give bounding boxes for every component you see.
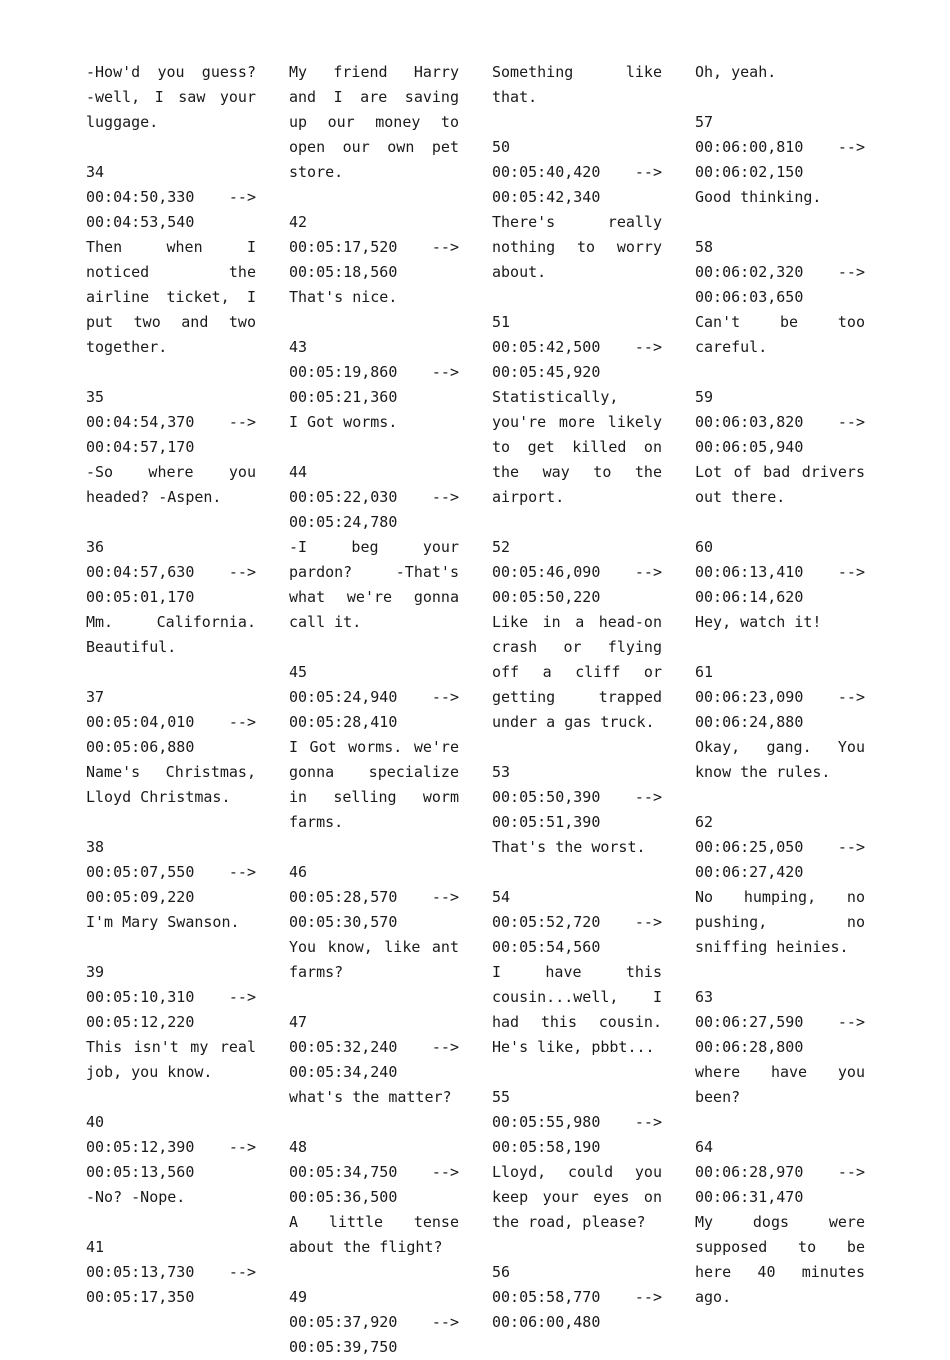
subtitle-entry (492, 1085, 662, 1235)
subtitle-entry (492, 310, 662, 510)
timestamp-start: 00:06:25,050 (695, 838, 804, 856)
timestamp-arrow: --> (228, 1138, 256, 1156)
subtitle-text: I Got worms. we're gonna specialize in selling worm farms. (289, 738, 459, 831)
timestamp-start: 00:05:28,570 (289, 888, 398, 906)
subtitle-text: This isn't my real job, you know. (86, 1038, 256, 1081)
timestamp-start: 00:06:02,320 (695, 263, 804, 281)
subtitle-entry (86, 1110, 256, 1210)
timestamp-end: 00:05:34,240 (289, 1063, 398, 1081)
timestamp-arrow: --> (634, 1113, 662, 1131)
subtitle-entry (86, 385, 256, 510)
timestamp-start-row (695, 260, 865, 285)
subtitle-entry (86, 535, 256, 660)
timestamp-end: 00:05:24,780 (289, 513, 398, 531)
timestamp-end: 00:05:21,360 (289, 388, 398, 406)
entry-number: 55 (492, 1088, 511, 1106)
timestamp-end: 00:04:53,540 (86, 213, 195, 231)
subtitle-entry (492, 135, 662, 285)
timestamp-arrow: --> (228, 188, 256, 206)
subtitle-continuation (492, 60, 662, 110)
timestamp-start-row (86, 560, 256, 585)
timestamp-end: 00:05:39,750 (289, 1338, 398, 1356)
subtitle-entry (695, 1135, 865, 1310)
timestamp-start-row (695, 685, 865, 710)
entry-number: 62 (695, 813, 714, 831)
timestamp-start: 00:05:04,010 (86, 713, 195, 731)
subtitle-text: Good thinking. (695, 188, 822, 206)
entry-number: 52 (492, 538, 511, 556)
subtitle-text: My friend Harry and I are saving up our money to open our own pet store. (289, 63, 459, 181)
timestamp-start-row (492, 1285, 662, 1310)
timestamp-start: 00:06:23,090 (695, 688, 804, 706)
timestamp-arrow: --> (634, 163, 662, 181)
subtitle-continuation (86, 60, 256, 135)
entry-number: 47 (289, 1013, 308, 1031)
entry-number: 54 (492, 888, 511, 906)
timestamp-start-row (492, 785, 662, 810)
timestamp-arrow: --> (228, 988, 256, 1006)
timestamp-arrow: --> (634, 563, 662, 581)
timestamp-end: 00:06:27,420 (695, 863, 804, 881)
subtitle-text: My dogs were supposed to be here 40 minutes ago. (695, 1213, 865, 1306)
subtitle-text: Statistically, you're more likely to get killed on the way to the airport. (492, 388, 662, 506)
entry-number: 40 (86, 1113, 105, 1131)
subtitle-entry (289, 460, 459, 635)
timestamp-start: 00:06:03,820 (695, 413, 804, 431)
subtitle-text: Like in a head-on crash or flying off a cliff or getting trapped under a gas truck. (492, 613, 662, 731)
timestamp-start-row (86, 185, 256, 210)
subtitle-entry (289, 660, 459, 835)
timestamp-end: 00:06:05,940 (695, 438, 804, 456)
timestamp-start: 00:05:12,390 (86, 1138, 195, 1156)
timestamp-arrow: --> (837, 1163, 865, 1181)
timestamp-start-row (289, 1160, 459, 1185)
timestamp-end: 00:06:31,470 (695, 1188, 804, 1206)
subtitle-entry (86, 160, 256, 360)
entry-number: 58 (695, 238, 714, 256)
subtitle-entry (695, 660, 865, 785)
timestamp-start: 00:05:34,750 (289, 1163, 398, 1181)
timestamp-arrow: --> (634, 338, 662, 356)
timestamp-end: 00:06:03,650 (695, 288, 804, 306)
entry-number: 56 (492, 1263, 511, 1281)
column (492, 60, 662, 1331)
timestamp-start-row (289, 485, 459, 510)
subtitle-text: Okay, gang. You know the rules. (695, 738, 865, 781)
timestamp-start-row (492, 560, 662, 585)
entry-number: 41 (86, 1238, 105, 1256)
entry-number: 63 (695, 988, 714, 1006)
timestamp-end: 00:05:51,390 (492, 813, 601, 831)
subtitle-entry (289, 1010, 459, 1110)
subtitle-entry (695, 235, 865, 360)
timestamp-arrow: --> (837, 138, 865, 156)
timestamp-arrow: --> (837, 688, 865, 706)
subtitle-text: -No? -Nope. (86, 1188, 186, 1206)
column (86, 60, 256, 1306)
timestamp-start-row (289, 1310, 459, 1335)
subtitle-text: -So where you headed? -Aspen. (86, 463, 256, 506)
subtitle-entry (492, 760, 662, 860)
timestamp-arrow: --> (431, 488, 459, 506)
subtitle-entry (695, 535, 865, 635)
timestamp-start-row (86, 1135, 256, 1160)
timestamp-start-row (86, 410, 256, 435)
timestamp-start-row (289, 360, 459, 385)
timestamp-end: 00:05:28,410 (289, 713, 398, 731)
timestamp-arrow: --> (837, 1013, 865, 1031)
timestamp-end: 00:05:58,190 (492, 1138, 601, 1156)
entry-number: 57 (695, 113, 714, 131)
timestamp-start: 00:05:22,030 (289, 488, 398, 506)
timestamp-arrow: --> (431, 888, 459, 906)
timestamp-end: 00:05:17,350 (86, 1288, 195, 1306)
subtitle-entry (492, 535, 662, 735)
timestamp-start: 00:05:19,860 (289, 363, 398, 381)
subtitle-entry (695, 110, 865, 210)
timestamp-start: 00:05:13,730 (86, 1263, 195, 1281)
entry-number: 43 (289, 338, 308, 356)
subtitle-text: Then when I noticed the airline ticket, I put two and two together. (86, 238, 256, 356)
subtitle-text: I have this cousin...well, I had this cousin. He's like, pbbt... (492, 963, 662, 1056)
timestamp-start: 00:05:42,500 (492, 338, 601, 356)
timestamp-start-row (695, 835, 865, 860)
subtitle-text: Mm. California. Beautiful. (86, 613, 256, 656)
timestamp-start: 00:06:13,410 (695, 563, 804, 581)
timestamp-start-row (86, 860, 256, 885)
timestamp-end: 00:06:24,880 (695, 713, 804, 731)
subtitle-text: I'm Mary Swanson. (86, 913, 240, 931)
timestamp-end: 00:05:36,500 (289, 1188, 398, 1206)
subtitle-text: That's the worst. (492, 838, 646, 856)
timestamp-arrow: --> (634, 913, 662, 931)
timestamp-arrow: --> (431, 1163, 459, 1181)
entry-number: 34 (86, 163, 105, 181)
entry-number: 46 (289, 863, 308, 881)
timestamp-start: 00:05:37,920 (289, 1313, 398, 1331)
timestamp-end: 00:05:13,560 (86, 1163, 195, 1181)
timestamp-arrow: --> (837, 263, 865, 281)
timestamp-arrow: --> (431, 688, 459, 706)
entry-number: 36 (86, 538, 105, 556)
timestamp-arrow: --> (431, 1038, 459, 1056)
timestamp-start: 00:04:57,630 (86, 563, 195, 581)
subtitle-text: Lloyd, could you keep your eyes on the road, please? (492, 1163, 662, 1231)
subtitle-entry (289, 210, 459, 310)
entry-number: 53 (492, 763, 511, 781)
entry-number: 60 (695, 538, 714, 556)
timestamp-start: 00:05:58,770 (492, 1288, 601, 1306)
subtitle-entry (86, 685, 256, 810)
timestamp-arrow: --> (228, 563, 256, 581)
timestamp-start-row (695, 560, 865, 585)
timestamp-start: 00:04:54,370 (86, 413, 195, 431)
timestamp-start-row (289, 685, 459, 710)
timestamp-start: 00:05:40,420 (492, 163, 601, 181)
column (289, 60, 459, 1356)
timestamp-arrow: --> (228, 713, 256, 731)
subtitle-text: That's nice. (289, 288, 398, 306)
subtitle-text: A little tense about the flight? (289, 1213, 459, 1256)
subtitle-text: I Got worms. (289, 413, 398, 431)
timestamp-end: 00:04:57,170 (86, 438, 195, 456)
timestamp-start-row (695, 1010, 865, 1035)
entry-number: 45 (289, 663, 308, 681)
timestamp-arrow: --> (431, 363, 459, 381)
subtitle-text: You know, like ant farms? (289, 938, 459, 981)
timestamp-start: 00:06:27,590 (695, 1013, 804, 1031)
subtitle-text: what's the matter? (289, 1088, 452, 1106)
timestamp-start-row (695, 1160, 865, 1185)
subtitle-text: where have you been? (695, 1063, 865, 1106)
entry-number: 44 (289, 463, 308, 481)
subtitle-entry (492, 1260, 662, 1335)
timestamp-start-row (86, 985, 256, 1010)
subtitle-text: No humping, no pushing, no sniffing heinies. (695, 888, 865, 956)
subtitle-entry (492, 885, 662, 1060)
subtitle-entry (289, 1285, 459, 1360)
timestamp-end: 00:05:18,560 (289, 263, 398, 281)
entry-number: 39 (86, 963, 105, 981)
timestamp-start: 00:05:50,390 (492, 788, 601, 806)
entry-number: 51 (492, 313, 511, 331)
subtitle-entry (86, 1235, 256, 1310)
entry-number: 59 (695, 388, 714, 406)
subtitle-page (86, 60, 866, 1356)
subtitle-text: Can't be too careful. (695, 313, 865, 356)
subtitle-text: Something like that. (492, 63, 662, 106)
timestamp-end: 00:06:28,800 (695, 1038, 804, 1056)
timestamp-start: 00:06:28,970 (695, 1163, 804, 1181)
timestamp-end: 00:05:30,570 (289, 913, 398, 931)
subtitle-text: Oh, yeah. (695, 63, 777, 81)
entry-number: 48 (289, 1138, 308, 1156)
timestamp-start: 00:06:00,810 (695, 138, 804, 156)
entry-number: 49 (289, 1288, 308, 1306)
subtitle-text: -How'd you guess? -well, I saw your luggage. (86, 63, 256, 131)
entry-number: 37 (86, 688, 105, 706)
timestamp-start-row (492, 1110, 662, 1135)
timestamp-start-row (695, 410, 865, 435)
timestamp-end: 00:05:06,880 (86, 738, 195, 756)
timestamp-arrow: --> (837, 413, 865, 431)
timestamp-end: 00:06:14,620 (695, 588, 804, 606)
timestamp-start-row (695, 135, 865, 160)
subtitle-continuation (695, 60, 865, 85)
timestamp-start: 00:05:46,090 (492, 563, 601, 581)
subtitle-continuation (289, 60, 459, 185)
timestamp-start-row (289, 1035, 459, 1060)
timestamp-arrow: --> (431, 238, 459, 256)
timestamp-start: 00:05:55,980 (492, 1113, 601, 1131)
timestamp-end: 00:05:12,220 (86, 1013, 195, 1031)
timestamp-end: 00:05:45,920 (492, 363, 601, 381)
entry-number: 61 (695, 663, 714, 681)
timestamp-start: 00:05:10,310 (86, 988, 195, 1006)
timestamp-start-row (289, 235, 459, 260)
timestamp-start-row (289, 885, 459, 910)
subtitle-text: -I beg your pardon? -That's what we're gonna call it. (289, 538, 459, 631)
timestamp-end: 00:05:01,170 (86, 588, 195, 606)
timestamp-start: 00:05:32,240 (289, 1038, 398, 1056)
timestamp-arrow: --> (228, 413, 256, 431)
timestamp-start-row (492, 335, 662, 360)
entry-number: 50 (492, 138, 511, 156)
column (695, 60, 865, 1306)
timestamp-arrow: --> (634, 788, 662, 806)
subtitle-text: Lot of bad drivers out there. (695, 463, 865, 506)
timestamp-start-row (492, 160, 662, 185)
timestamp-start-row (86, 1260, 256, 1285)
timestamp-end: 00:05:54,560 (492, 938, 601, 956)
timestamp-arrow: --> (837, 838, 865, 856)
entry-number: 42 (289, 213, 308, 231)
entry-number: 38 (86, 838, 105, 856)
timestamp-end: 00:05:50,220 (492, 588, 601, 606)
timestamp-start: 00:05:24,940 (289, 688, 398, 706)
timestamp-start: 00:04:50,330 (86, 188, 195, 206)
subtitle-entry (695, 385, 865, 510)
entry-number: 64 (695, 1138, 714, 1156)
timestamp-arrow: --> (837, 563, 865, 581)
timestamp-start: 00:05:17,520 (289, 238, 398, 256)
subtitle-text: Name's Christmas, Lloyd Christmas. (86, 763, 256, 806)
subtitle-text: Hey, watch it! (695, 613, 822, 631)
subtitle-entry (695, 810, 865, 960)
timestamp-start-row (86, 710, 256, 735)
timestamp-arrow: --> (228, 1263, 256, 1281)
subtitle-entry (289, 335, 459, 435)
subtitle-entry (86, 835, 256, 935)
subtitle-entry (289, 1135, 459, 1260)
timestamp-end: 00:06:02,150 (695, 163, 804, 181)
timestamp-arrow: --> (634, 1288, 662, 1306)
timestamp-arrow: --> (431, 1313, 459, 1331)
timestamp-start: 00:05:52,720 (492, 913, 601, 931)
timestamp-end: 00:05:09,220 (86, 888, 195, 906)
timestamp-arrow: --> (228, 863, 256, 881)
timestamp-end: 00:06:00,480 (492, 1313, 601, 1331)
timestamp-start-row (492, 910, 662, 935)
subtitle-entry (86, 960, 256, 1085)
entry-number: 35 (86, 388, 105, 406)
timestamp-end: 00:05:42,340 (492, 188, 601, 206)
subtitle-entry (695, 985, 865, 1110)
timestamp-start: 00:05:07,550 (86, 863, 195, 881)
subtitle-text: There's really nothing to worry about. (492, 213, 662, 281)
subtitle-entry (289, 860, 459, 985)
